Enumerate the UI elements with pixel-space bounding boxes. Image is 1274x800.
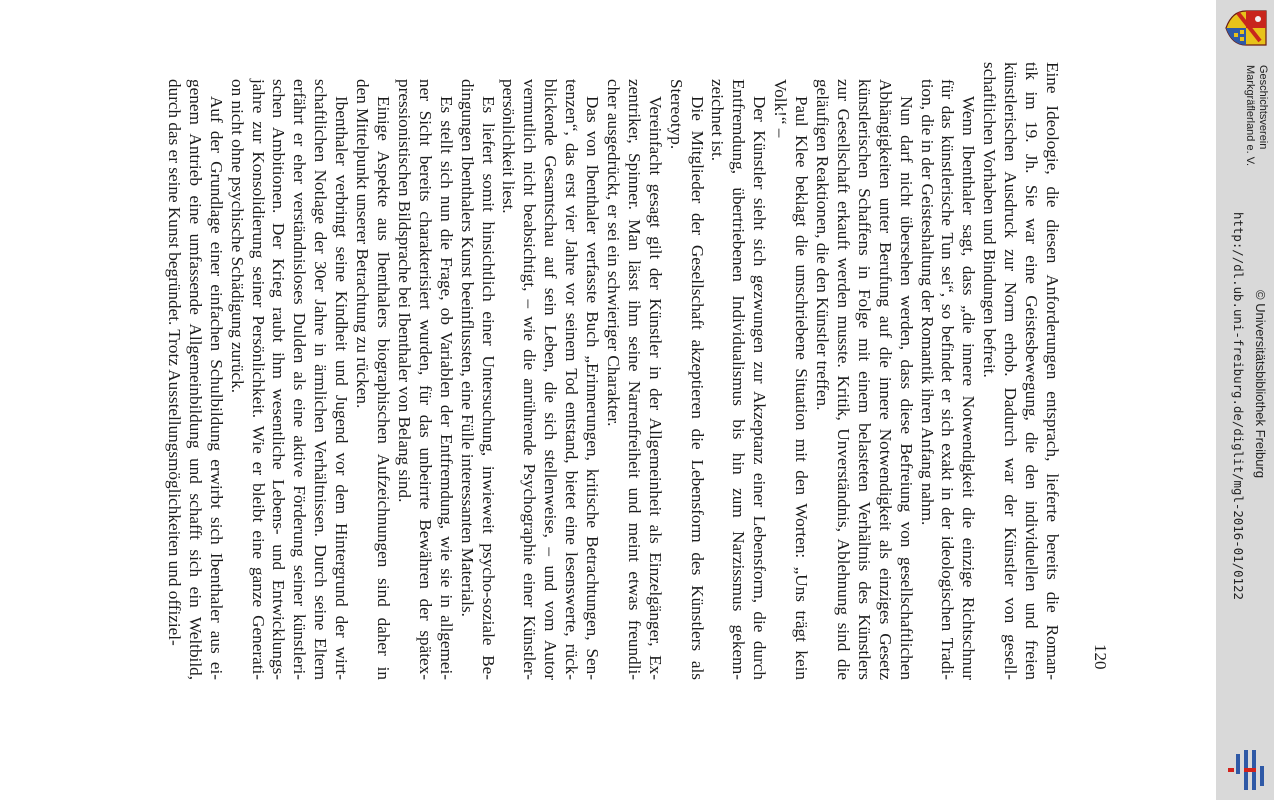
text-line: schaftlichen Notlage der 30er Jahre in ärmlichen Verhältnissen. Durch seine Eltern <box>311 79 331 680</box>
publisher-label <box>1243 65 1269 166</box>
text-line: persönlichkeit liest. <box>499 79 519 214</box>
text-line: Einige Aspekte aus Ibenthalers biographischen Aufzeichnungen sind daher in <box>374 96 393 680</box>
text-line: blickende Gesamtschau auf sein Leben, die sich stellenweise, – und vom Autor <box>541 79 561 680</box>
text-line: für das künstlerische Tun sei“, so befindet er sich exakt in der ideologischen Tradi- <box>938 79 958 680</box>
text-line: pressionistischen Bildsprache bei Ibenthaler von Belang sind. <box>394 79 414 503</box>
text-line: schen Ambitionen. Der Krieg raubt ihm wesentliche Lebens- und Entwicklungs- <box>269 79 289 680</box>
text-line: zeichnet ist. <box>708 79 728 162</box>
text-line: Stereotyp. <box>666 79 686 150</box>
text-line: Es liefert somit hinsichtlich einer Untersuchung, inwieweit psycho-soziale Be- <box>478 96 498 680</box>
publisher-line1: Geschichtsverein <box>1257 65 1269 150</box>
text-line: schaftlichen Vorhaben und Bindungen befreit. <box>980 62 1000 378</box>
text-line: ner Sicht bereits charakterisiert wurden, für das unbeirrte Bewähren der spätex- <box>415 79 435 680</box>
paragraph <box>707 62 770 680</box>
text-line: tenzen“, das erst vier Jahre vor seinem Tod entstand, bietet eine lesenswerte, rück- <box>562 79 582 680</box>
text-line: Ibenthaler verbringt seine Kindheit und Jugend vor dem Hintergrund der wirt- <box>332 96 352 680</box>
text-line: erfährt er eher verständnisloses Dulden als eine aktive Förderung seiner künstleri- <box>290 79 310 680</box>
paragraph <box>226 62 351 680</box>
text-line: zur Gesellschaft erkauft werden musste. Kritik, Unverständnis, Ablehnung sind die <box>833 79 853 680</box>
publisher-line2: Markgräflerland e. V. <box>1244 65 1256 167</box>
text-line: künstlerischen Ausdruck zur Norm erhob. Dadurch war der Künstler von gesell- <box>1001 62 1021 680</box>
coat-of-arms-icon <box>1222 7 1268 49</box>
text-line: geläufigen Reaktionen, die den Künstler treffen. <box>813 79 833 411</box>
text-line: Auf der Grundlage einer einfachen Schulbildung erwirbt sich Ibenthaler aus ei- <box>206 96 226 680</box>
paragraph <box>916 62 979 680</box>
text-line: Es stellt sich nun die Frage, ob Variablen der Entfremdung, wie sie in allgemei- <box>436 96 456 680</box>
text-line: vermutlich nicht beabsichtigt, – wie die anrührende Psychographie einer Künstler- <box>520 79 540 680</box>
text-line: on nicht ohne psychische Schädigung zurück. <box>227 79 247 394</box>
paragraph <box>163 62 226 680</box>
text-line: jahre zur Konsolidierung seiner Persönlichkeit. Wie er bleibt eine ganze Generati- <box>248 79 268 680</box>
paragraph <box>769 62 811 680</box>
text-line: Das von Ibenthaler verfasste Buch „Erinnerungen, kritische Betrachtungen, Sen- <box>583 96 603 680</box>
body-text <box>163 62 1062 680</box>
paragraph <box>665 62 707 680</box>
copyright-notice: © Universitätsbibliothek Freiburg <box>1253 290 1268 479</box>
text-line: Entfremdung, übertriebenen Individualismus bis hin zum Narzissmus gekenn- <box>729 79 749 680</box>
text-line: durch das er seine Kunst begründet. Trotz Ausstellungsmöglichkeiten und offiziel- <box>164 79 184 646</box>
paragraph <box>351 62 393 680</box>
paragraph <box>498 62 603 680</box>
text-line: künstlerischen Schaffens in Folge mit einem belasteten Verhältnis des Künstlers <box>854 79 874 680</box>
text-line: Nun darf nicht übersehen werden, dass diese Befreiung von gesellschaftlichen <box>896 96 916 680</box>
text-line: cher ausgedrückt, er sei ein schwieriger Charakter. <box>603 79 623 427</box>
text-line: Vereinfacht gesagt gilt der Künstler in der Allgemeinheit als Einzelgänger, Ex- <box>645 96 665 680</box>
paragraph <box>602 62 665 680</box>
page-number: 120 <box>1091 644 1110 670</box>
paragraph <box>978 62 1062 680</box>
paragraph <box>811 62 916 680</box>
paragraph <box>456 62 498 680</box>
text-line: Paul Klee beklagt die umschriebene Situation mit den Worten: „Uns trägt kein <box>792 96 812 680</box>
text-line: zentriker, Spinner. Man lässt ihm seine Narrenfreiheit und meint etwas freundli- <box>624 79 644 680</box>
text-line: dingungen Ibenthalers Kunst beeinflussten, eine Fülle interessanten Materials. <box>457 79 477 617</box>
text-line: genem Antrieb eine umfassende Allgemeinbildung und schafft sich ein Weltbild, <box>185 79 205 680</box>
text-line: Wenn Ibenthaler sagt, dass „die innere Notwendigkeit die einzige Richtschnur <box>959 96 979 680</box>
document-url[interactable]: http://dl.ub.uni-freiburg.de/diglit/mgl-2016-01/0122 <box>1231 212 1246 600</box>
text-line: Eine Ideologie, die diesen Anforderungen entsprach, lieferte bereits die Roman- <box>1043 62 1062 680</box>
text-line: Abhängigkeiten unter Berufung auf die innere Notwendigkeit als einziges Gesetz <box>875 79 895 680</box>
text-line: Der Künstler sieht sich gezwungen zur Akzeptanz einer Lebensform, die durch <box>750 96 770 680</box>
paragraph <box>393 62 456 680</box>
text-line: Die Mitglieder der Gesellschaft akzeptieren die Lebensform des Künstlers als <box>687 96 707 680</box>
text-line: tik im 19. Jh. Sie war eine Geistesbewegung, die den individuellen und freien <box>1022 62 1042 680</box>
text-line: Volk!“ – <box>771 79 791 138</box>
text-line: den Mittelpunkt unserer Betrachtung zu rücken. <box>353 79 373 409</box>
text-line: tion, die in der Geisteshaltung der Romantik ihren Anfang nahm. <box>917 79 937 526</box>
ub-freiburg-logo-icon <box>1226 748 1268 792</box>
